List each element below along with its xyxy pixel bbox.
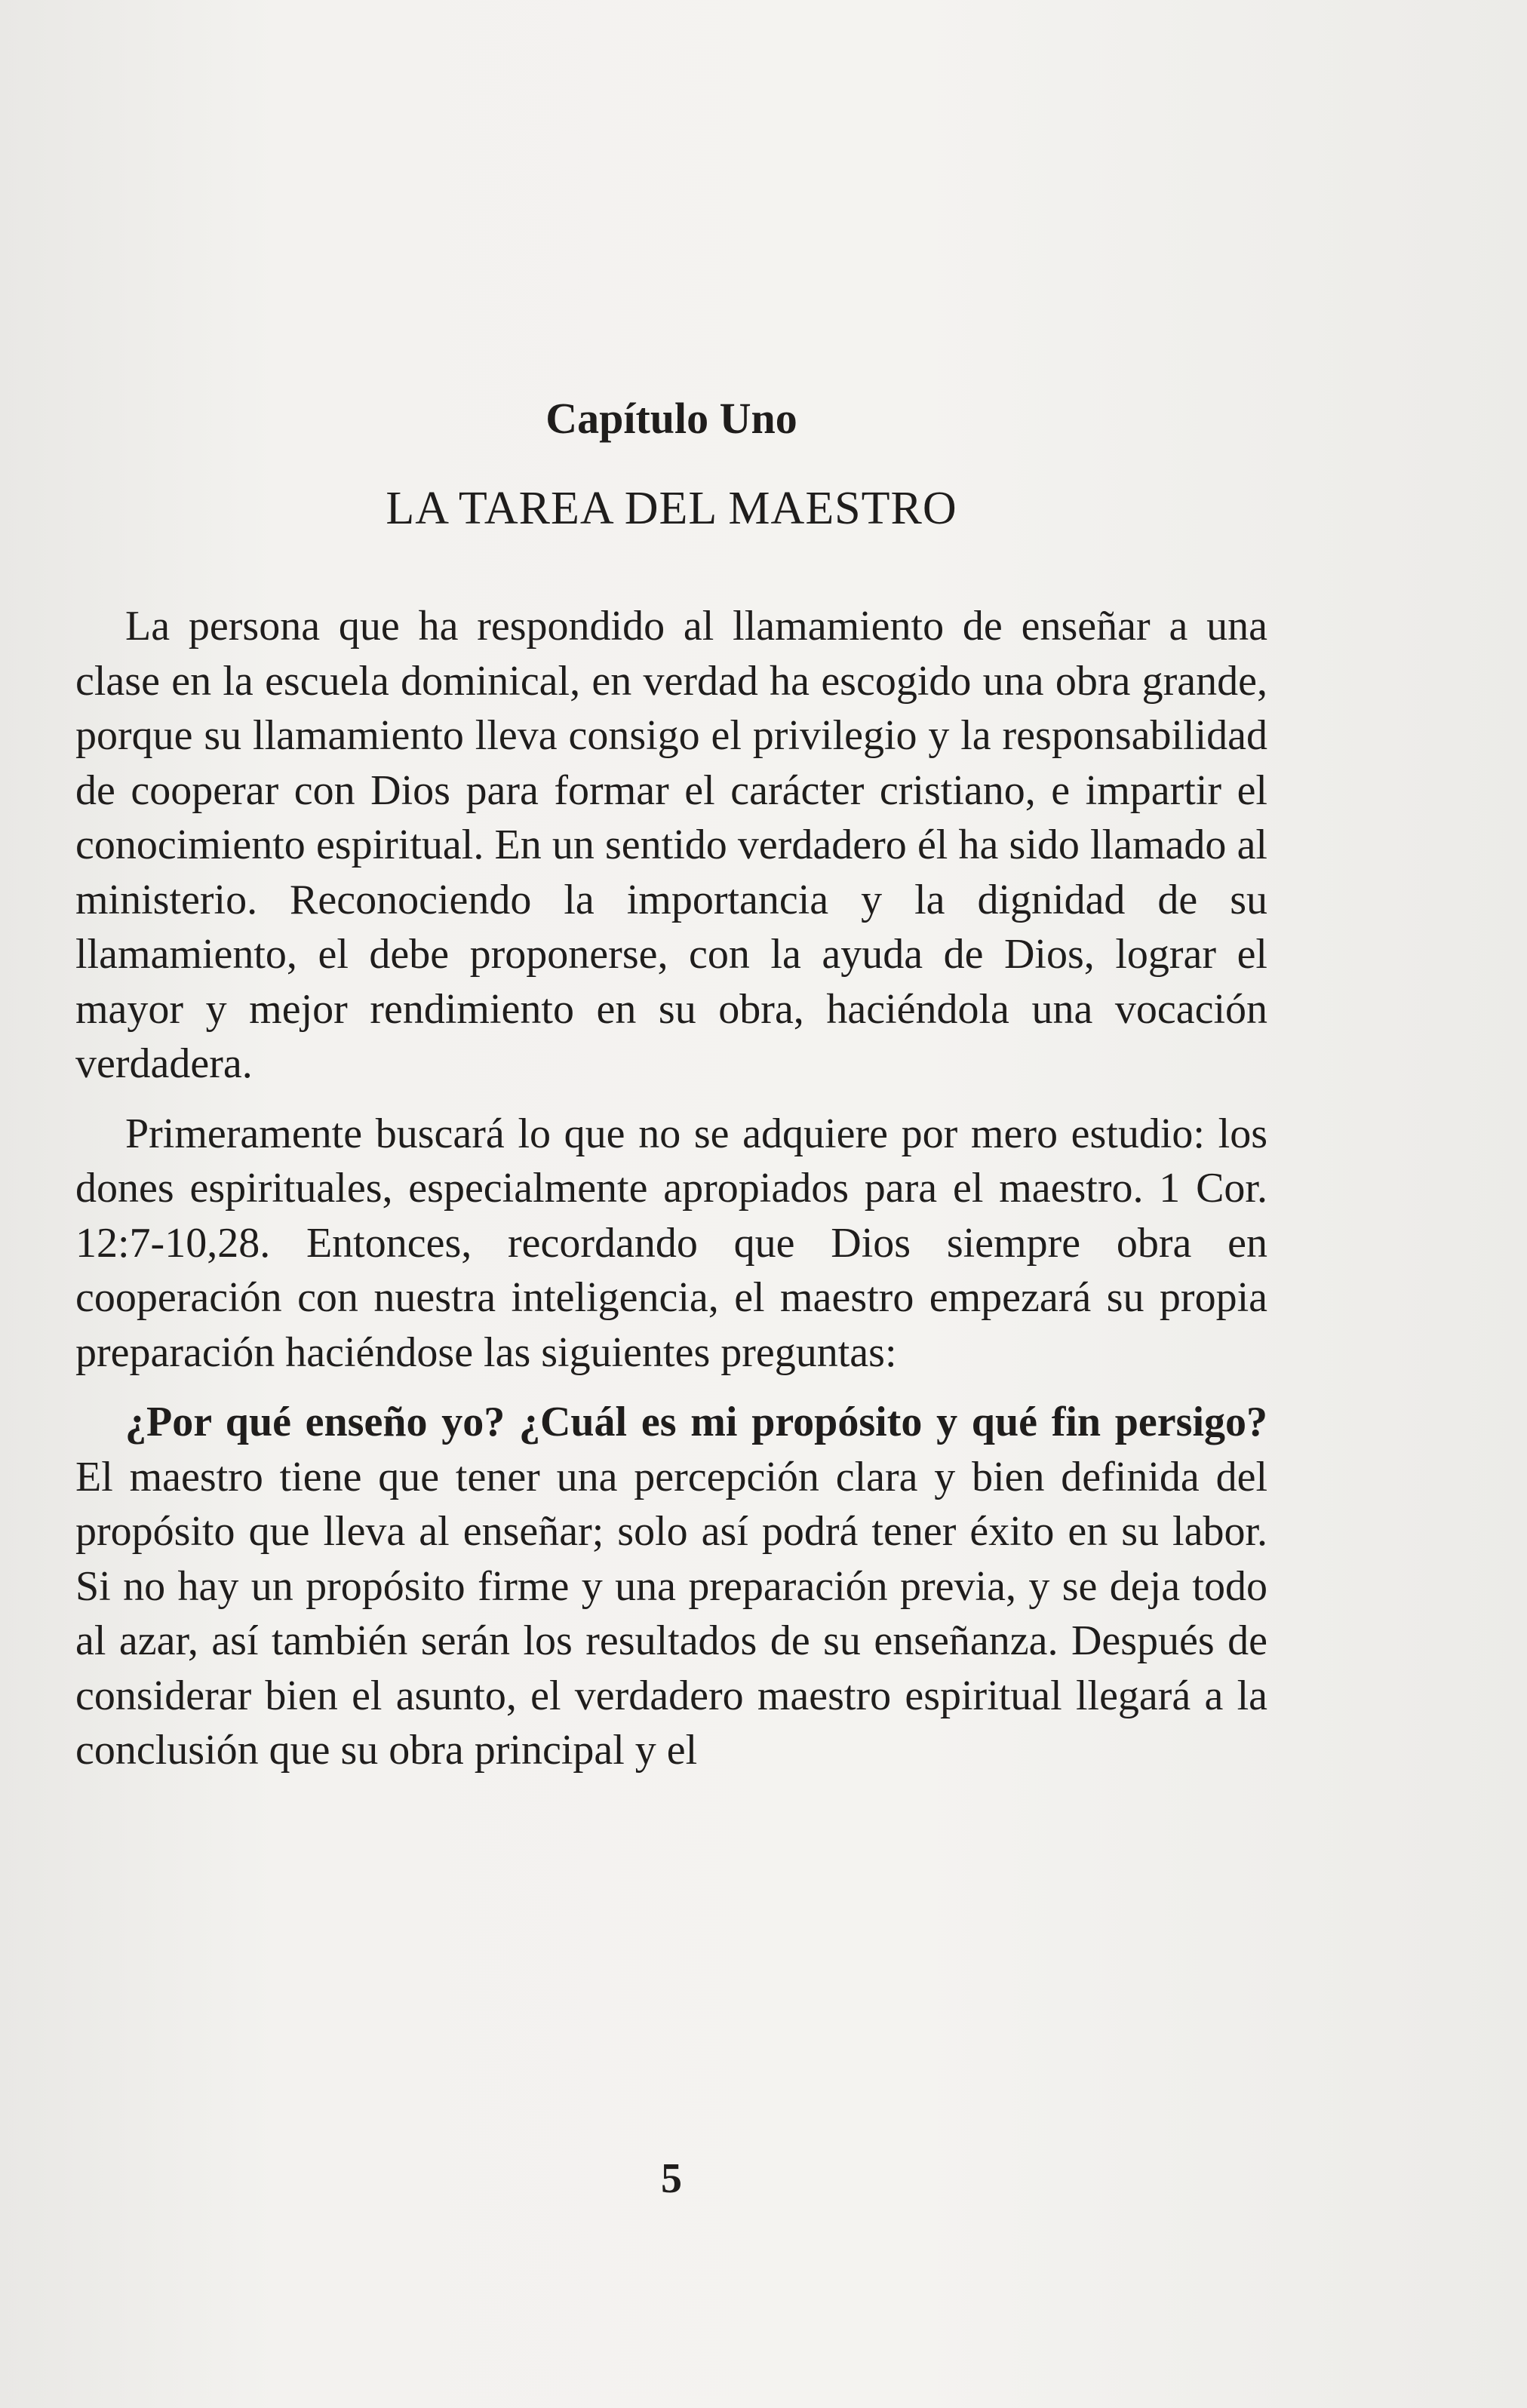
paragraph-2-text: Primeramente buscará lo que no se adquiere por mero estudio: los dones espirituales, especialmente apropiados para el maestro. 1 Cor. 12:7-10,28. Entonces, recordando que Dios siempre obra en cooperación con nuestra inteligencia, el maestro empezará su propia preparación haciéndose las siguientes preguntas:: [75, 1110, 1267, 1376]
chapter-title: LA TAREA DEL MAESTRO: [386, 483, 957, 534]
paragraph-1: [75, 599, 1267, 1092]
paragraph-3-lead: ¿Por qué enseño yo? ¿Cuál es mi propósito y qué fin persigo?: [125, 1399, 1267, 1445]
paragraph-3-text: El maestro tiene que tener una percepción clara y bien definida del propósito que lleva al enseñar; solo así podrá tener éxito en su labor. Si no hay un propósito firme y una preparación previa, y se deja todo al azar, así también serán los resultados de su enseñanza. Después de considerar bien el asunto, el verdadero maestro espiritual llegará a la conclusión que su obra principal y el: [75, 1453, 1267, 1774]
paragraph-2: [75, 1107, 1267, 1381]
page-content: [75, 392, 1267, 1793]
page-number: 5: [661, 2155, 682, 2202]
paragraph-3: [75, 1395, 1267, 1778]
paragraph-1-text: La persona que ha respondido al llamamiento de enseñar a una clase en la escuela dominical, en verdad ha escogido una obra grande, porque su llamamiento lleva consigo el privilegio y la responsabilidad de cooperar con Dios para formar el carácter cristiano, e impartir el conocimiento espiritual. En un sentido verdadero él ha sido llamado al ministerio. Reconociendo la importancia y la dignidad de su llamamiento, el debe proponerse, con la ayuda de Dios, lograr el mayor y mejor rendimiento en su obra, haciéndola una vocación verdadera.: [75, 603, 1267, 1087]
chapter-label: Capítulo Uno: [545, 394, 797, 443]
